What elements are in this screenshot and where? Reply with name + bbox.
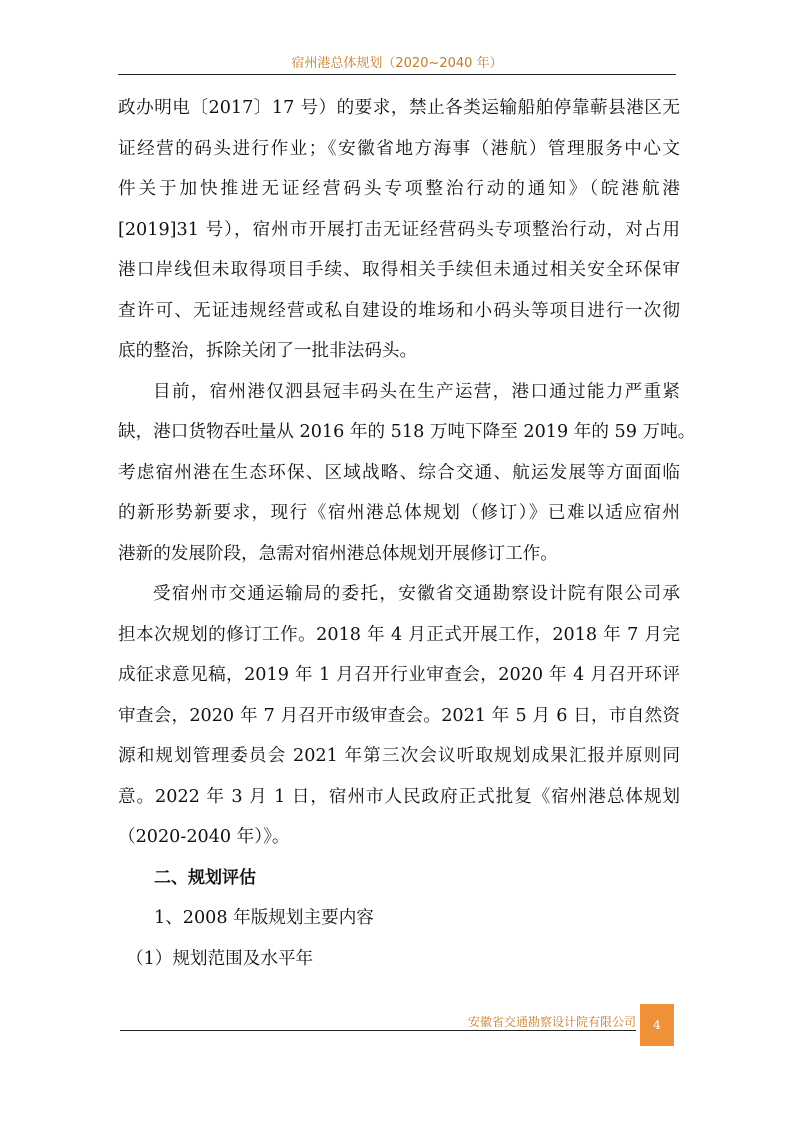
paragraph-line: 件关于加快推进无证经营码头专项整治行动的通知》（皖港航港: [118, 179, 680, 199]
paragraph-line: 查许可、无证违规经营或私自建设的堆场和小码头等项目进行一次彻: [118, 300, 680, 321]
paragraph-line: 意。2022 年 3 月 1 日，宿州市人民政府正式批复《宿州港总体规划: [118, 786, 680, 807]
paragraph-line: 的新形势新要求，现行《宿州港总体规划（修订）》已难以适应宿州: [118, 503, 680, 523]
section-heading: 二、规划评估: [154, 867, 256, 888]
header-divider: [118, 74, 676, 75]
paragraph-line: 缺，港口货物吞吐量从 2016 年的 518 万吨下降至 2019 年的 59 万吨。: [118, 422, 696, 442]
page-number: 4: [640, 1004, 674, 1046]
paragraph-line: 底的整治，拆除关闭了一批非法码头。: [118, 341, 418, 361]
paragraph-line: 政办明电〔2017〕17 号）的要求，禁止各类运输船舶停靠蕲县港区无: [118, 98, 680, 118]
sub-subsection-heading: （1）规划范围及水平年: [126, 948, 314, 969]
paragraph-line: 担本次规划的修订工作。2018 年 4 月正式开展工作，2018 年 7 月完: [118, 624, 680, 645]
paragraph-line: 考虑宿州港在生态环保、区域战略、综合交通、航运发展等方面面临: [118, 462, 680, 483]
footer-organization: 安徽省交通勘察设计院有限公司: [467, 1015, 636, 1029]
running-header-title: 宿州港总体规划（2020~2040 年）: [291, 56, 503, 71]
paragraph-line: [2019]31 号），宿州市开展打击无证经营码头专项整治行动，对占用: [118, 219, 680, 240]
paragraph-line: 审查会，2020 年 7 月召开市级审查会。2021 年 5 月 6 日，市自然资: [118, 705, 680, 726]
subsection-heading: 1、2008 年版规划主要内容: [154, 908, 374, 928]
paragraph-line: 港口岸线但未取得项目手续、取得相关手续但未通过相关安全环保审: [118, 260, 680, 280]
document-body: [118, 88, 696, 979]
footer-divider: [120, 1030, 636, 1031]
paragraph-line: 目前，宿州港仅泗县冠丰码头在生产运营，港口通过能力严重紧: [153, 381, 680, 402]
paragraph-line: 证经营的码头进行作业；《安徽省地方海事（港航）管理服务中心文: [118, 138, 680, 159]
paragraph-line: （2020-2040 年）》。: [118, 827, 290, 847]
paragraph-line: 成征求意见稿，2019 年 1 月召开行业审查会，2020 年 4 月召开环评: [118, 665, 680, 685]
paragraph-line: 源和规划管理委员会 2021 年第三次会议听取规划成果汇报并原则同: [118, 746, 680, 766]
paragraph-line: 受宿州市交通运输局的委托，安徽省交通勘察设计院有限公司承: [153, 584, 680, 604]
paragraph-line: 港新的发展阶段，急需对宿州港总体规划开展修订工作。: [118, 543, 558, 564]
